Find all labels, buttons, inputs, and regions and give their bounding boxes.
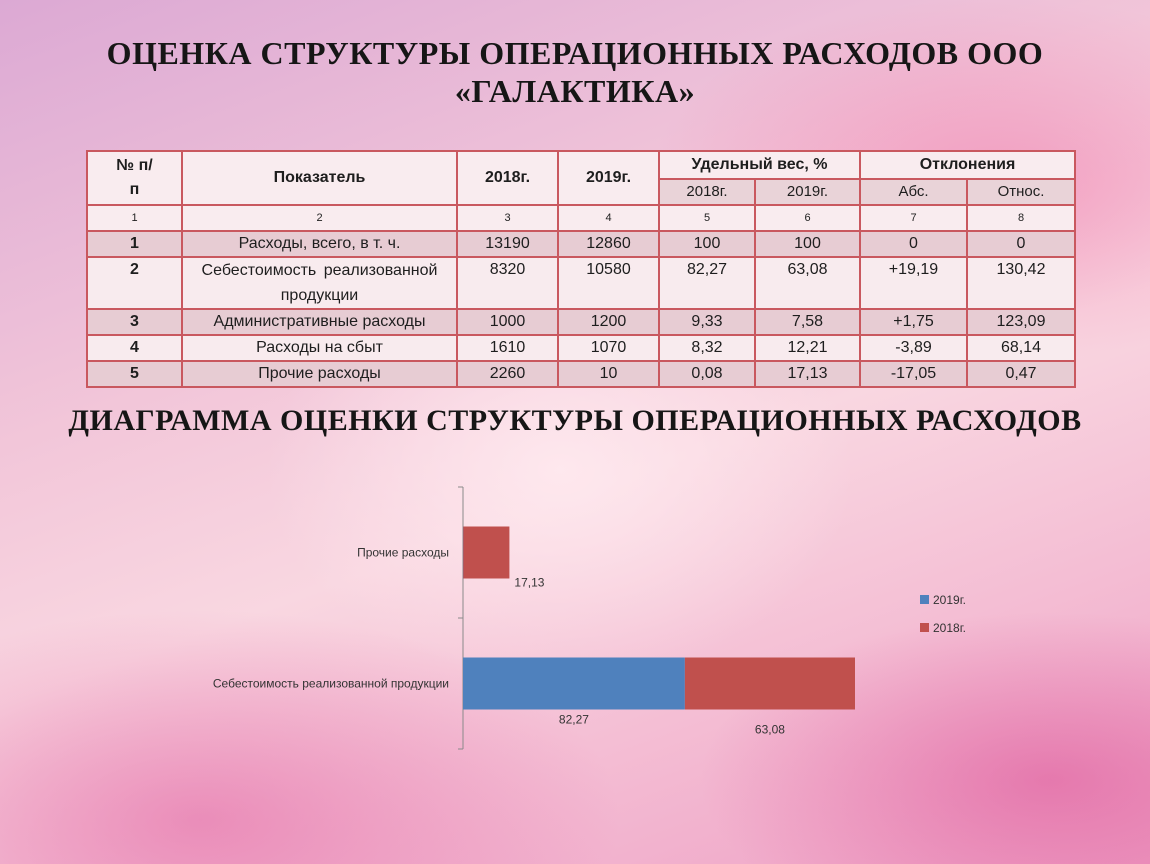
table-cell: 82,27: [659, 257, 755, 309]
table-cell: 5: [87, 361, 182, 387]
category-label: Себестоимость реализованной продукции: [212, 676, 449, 691]
page-title: ОЦЕНКА СТРУКТУРЫ ОПЕРАЦИОННЫХ РАСХОДОВ ООО «ГАЛАКТИКА»: [106, 35, 1044, 109]
table-cell: 100: [755, 231, 860, 257]
header-2019: 2019г.: [558, 151, 659, 205]
table-cell: 7,58: [755, 309, 860, 335]
table-cell: 130,42: [967, 257, 1075, 309]
legend-label: 2019г.: [933, 593, 966, 607]
col-index: 3: [457, 205, 558, 231]
legend-label: 2018г.: [933, 621, 966, 635]
table-cell: 2260: [457, 361, 558, 387]
table-cell: 9,33: [659, 309, 755, 335]
table-cell: 0,47: [967, 361, 1075, 387]
table-cell: 10580: [558, 257, 659, 309]
table-cell: 63,08: [755, 257, 860, 309]
header-2018: 2018г.: [457, 151, 558, 205]
table-cell: 1070: [558, 335, 659, 361]
col-index: 5: [659, 205, 755, 231]
table-cell: 0: [967, 231, 1075, 257]
bar-2018: [685, 658, 855, 710]
table-cell: 1610: [457, 335, 558, 361]
header-abs: Абс.: [860, 179, 967, 205]
table-cell: +19,19: [860, 257, 967, 309]
header-deviation: Отклонения: [860, 151, 1075, 179]
table-cell: Расходы, всего, в т. ч.: [182, 231, 457, 257]
table-cell: 8320: [457, 257, 558, 309]
table-cell: 4: [87, 335, 182, 361]
col-index: 8: [967, 205, 1075, 231]
table-cell: Расходы на сбыт: [182, 335, 457, 361]
table-cell: +1,75: [860, 309, 967, 335]
table-cell: Административные расходы: [182, 309, 457, 335]
col-index: 7: [860, 205, 967, 231]
legend-swatch: [920, 623, 929, 632]
col-index: 6: [755, 205, 860, 231]
table-cell: 68,14: [967, 335, 1075, 361]
table-cell: 1000: [457, 309, 558, 335]
header-rel: Относ.: [967, 179, 1075, 205]
table-cell: Себестоимость реализованной продукции: [182, 257, 457, 309]
table-cell: 17,13: [755, 361, 860, 387]
chart-title: ДИАГРАММА ОЦЕНКИ СТРУКТУРЫ ОПЕРАЦИОННЫХ РАСХОДОВ: [68, 404, 1082, 437]
table-cell: 12,21: [755, 335, 860, 361]
col-index: 2: [182, 205, 457, 231]
table-cell: 12860: [558, 231, 659, 257]
table-cell: 0: [860, 231, 967, 257]
bar-2019: [463, 658, 685, 710]
data-label: 17,13: [514, 575, 545, 590]
table-cell: -17,05: [860, 361, 967, 387]
table-cell: 3: [87, 309, 182, 335]
col-index: 4: [558, 205, 659, 231]
table-cell: 8,32: [659, 335, 755, 361]
header-num: № п/п: [87, 151, 182, 205]
category-label: Прочие расходы: [357, 545, 449, 560]
bar-2018: [463, 527, 509, 579]
data-label: 63,08: [754, 722, 785, 737]
data-label: 82,27: [558, 712, 589, 727]
table-cell: Прочие расходы: [182, 361, 457, 387]
table-cell: 1200: [558, 309, 659, 335]
legend-swatch: [920, 595, 929, 604]
header-share-2018: 2018г.: [659, 179, 755, 205]
table-cell: 2: [87, 257, 182, 309]
table-cell: 100: [659, 231, 755, 257]
table-cell: 123,09: [967, 309, 1075, 335]
table-cell: 10: [558, 361, 659, 387]
table-cell: 1: [87, 231, 182, 257]
header-share: Удельный вес, %: [659, 151, 860, 179]
table-cell: 13190: [457, 231, 558, 257]
col-index: 1: [87, 205, 182, 231]
header-indicator: Показатель: [182, 151, 457, 205]
table-cell: 0,08: [659, 361, 755, 387]
table-cell: -3,89: [860, 335, 967, 361]
header-share-2019: 2019г.: [755, 179, 860, 205]
